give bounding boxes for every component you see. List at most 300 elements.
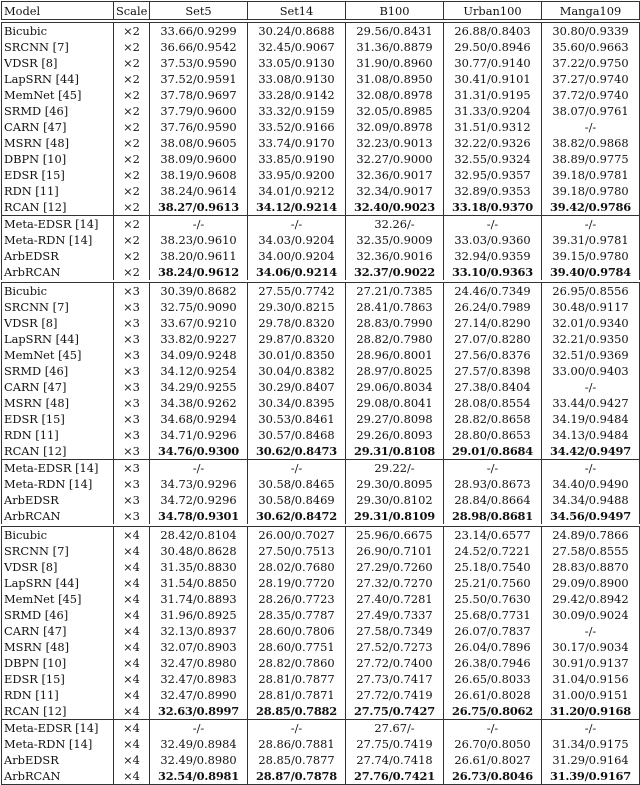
- scale-cell: ×3: [114, 492, 150, 508]
- scale-cell: ×3: [114, 283, 150, 300]
- b100-cell: 29.06/0.8034: [346, 379, 444, 395]
- set5-cell: 38.09/0.9600: [150, 151, 248, 167]
- manga109-cell: -/-: [542, 119, 640, 135]
- b100-cell: 27.75/0.7427: [346, 703, 444, 720]
- set5-cell: 33.67/0.9210: [150, 315, 248, 331]
- set14-cell: 33.85/0.9190: [248, 151, 346, 167]
- b100-cell: 27.40/0.7281: [346, 591, 444, 607]
- set5-cell: 28.42/0.8104: [150, 527, 248, 544]
- set5-cell: 38.23/0.9610: [150, 232, 248, 248]
- table-row: [2, 39, 640, 55]
- model-cell: MemNet [45]: [2, 87, 114, 103]
- model-cell: MSRN [48]: [2, 639, 114, 655]
- table-row: [2, 23, 640, 40]
- urban100-cell: 27.14/0.8290: [444, 315, 542, 331]
- urban100-cell: 33.10/0.9363: [444, 264, 542, 280]
- manga109-cell: 39.40/0.9784: [542, 264, 640, 280]
- manga109-cell: 39.18/0.9781: [542, 167, 640, 183]
- table-row: [2, 103, 640, 119]
- set5-cell: 37.53/0.9590: [150, 55, 248, 71]
- urban100-cell: 33.03/0.9360: [444, 232, 542, 248]
- urban100-cell: 29.01/0.8684: [444, 443, 542, 460]
- manga109-cell: 38.07/0.9761: [542, 103, 640, 119]
- set14-cell: 34.00/0.9204: [248, 248, 346, 264]
- manga109-cell: 30.48/0.9117: [542, 299, 640, 315]
- b100-cell: 28.82/0.7980: [346, 331, 444, 347]
- scale-cell: ×3: [114, 363, 150, 379]
- table-row: [2, 379, 640, 395]
- manga109-cell: 30.91/0.9137: [542, 655, 640, 671]
- set14-cell: 30.04/0.8382: [248, 363, 346, 379]
- urban100-cell: 31.51/0.9312: [444, 119, 542, 135]
- set5-cell: 38.19/0.9608: [150, 167, 248, 183]
- b100-cell: 29.56/0.8431: [346, 23, 444, 40]
- b100-cell: 27.76/0.7421: [346, 768, 444, 785]
- table-row: [2, 460, 640, 477]
- table-row: [2, 199, 640, 216]
- model-cell: CARN [47]: [2, 623, 114, 639]
- table-row: [2, 55, 640, 71]
- set14-cell: 28.81/0.7871: [248, 687, 346, 703]
- scale-cell: ×3: [114, 395, 150, 411]
- b100-cell: 32.37/0.9022: [346, 264, 444, 280]
- manga109-cell: 30.17/0.9034: [542, 639, 640, 655]
- table-row: [2, 299, 640, 315]
- manga109-cell: 26.95/0.8556: [542, 283, 640, 300]
- scale-cell: ×3: [114, 508, 150, 524]
- model-cell: ArbEDSR: [2, 492, 114, 508]
- urban100-cell: 33.18/0.9370: [444, 199, 542, 216]
- model-cell: RCAN [12]: [2, 703, 114, 720]
- urban100-cell: 26.75/0.8062: [444, 703, 542, 720]
- scale-cell: ×4: [114, 543, 150, 559]
- urban100-cell: 26.24/0.7989: [444, 299, 542, 315]
- set14-cell: 28.35/0.7787: [248, 607, 346, 623]
- set5-cell: 30.48/0.8628: [150, 543, 248, 559]
- set14-cell: 34.03/0.9204: [248, 232, 346, 248]
- b100-cell: 31.90/0.8960: [346, 55, 444, 71]
- table-row: [2, 443, 640, 460]
- urban100-cell: 24.52/0.7221: [444, 543, 542, 559]
- set14-cell: -/-: [248, 460, 346, 477]
- urban100-cell: 25.18/0.7540: [444, 559, 542, 575]
- b100-cell: 29.31/0.8109: [346, 508, 444, 524]
- header-manga109: Manga109: [542, 2, 640, 20]
- scale-cell: ×2: [114, 151, 150, 167]
- urban100-cell: 28.82/0.8658: [444, 411, 542, 427]
- manga109-cell: 34.34/0.9488: [542, 492, 640, 508]
- manga109-cell: 31.20/0.9168: [542, 703, 640, 720]
- urban100-cell: 26.73/0.8046: [444, 768, 542, 785]
- set5-cell: 30.39/0.8682: [150, 283, 248, 300]
- manga109-cell: 30.80/0.9339: [542, 23, 640, 40]
- b100-cell: 26.90/0.7101: [346, 543, 444, 559]
- scale-cell: ×4: [114, 768, 150, 785]
- set14-cell: 29.30/0.8215: [248, 299, 346, 315]
- table-row: [2, 395, 640, 411]
- manga109-cell: 34.40/0.9490: [542, 476, 640, 492]
- model-cell: Meta-EDSR [14]: [2, 216, 114, 233]
- b100-cell: 27.29/0.7260: [346, 559, 444, 575]
- model-cell: VDSR [8]: [2, 55, 114, 71]
- set5-cell: 33.66/0.9299: [150, 23, 248, 40]
- b100-cell: 32.08/0.8978: [346, 87, 444, 103]
- model-cell: RDN [11]: [2, 183, 114, 199]
- set14-cell: 34.06/0.9214: [248, 264, 346, 280]
- set5-cell: 32.47/0.8983: [150, 671, 248, 687]
- set14-cell: 28.87/0.7878: [248, 768, 346, 785]
- model-cell: SRCNN [7]: [2, 299, 114, 315]
- scale-cell: ×4: [114, 623, 150, 639]
- model-cell: Meta-RDN [14]: [2, 736, 114, 752]
- header-model: Model: [2, 2, 114, 20]
- model-cell: Bicubic: [2, 283, 114, 300]
- set5-cell: 38.08/0.9605: [150, 135, 248, 151]
- manga109-cell: 39.18/0.9780: [542, 183, 640, 199]
- set14-cell: 34.01/0.9212: [248, 183, 346, 199]
- manga109-cell: 27.58/0.8555: [542, 543, 640, 559]
- urban100-cell: 26.88/0.8403: [444, 23, 542, 40]
- model-cell: DBPN [10]: [2, 655, 114, 671]
- set5-cell: 38.27/0.9613: [150, 199, 248, 216]
- b100-cell: 32.36/0.9016: [346, 248, 444, 264]
- manga109-cell: 33.00/0.9403: [542, 363, 640, 379]
- model-cell: ArbRCAN: [2, 508, 114, 524]
- urban100-cell: 28.80/0.8653: [444, 427, 542, 443]
- model-cell: RCAN [12]: [2, 443, 114, 460]
- b100-cell: 28.96/0.8001: [346, 347, 444, 363]
- set5-cell: 31.54/0.8850: [150, 575, 248, 591]
- manga109-cell: -/-: [542, 623, 640, 639]
- b100-cell: 27.21/0.7385: [346, 283, 444, 300]
- table-row: [2, 183, 640, 199]
- table-row: [2, 347, 640, 363]
- scale-cell: ×2: [114, 135, 150, 151]
- scale-cell: ×2: [114, 23, 150, 40]
- model-cell: ArbRCAN: [2, 768, 114, 785]
- scale-cell: ×3: [114, 379, 150, 395]
- b100-cell: 28.41/0.7863: [346, 299, 444, 315]
- urban100-cell: 32.22/0.9326: [444, 135, 542, 151]
- set14-cell: 28.85/0.7877: [248, 752, 346, 768]
- b100-cell: 32.26/-: [346, 216, 444, 233]
- set5-cell: -/-: [150, 216, 248, 233]
- model-cell: MSRN [48]: [2, 395, 114, 411]
- b100-cell: 28.83/0.7990: [346, 315, 444, 331]
- table-row: [2, 623, 640, 639]
- table-row: [2, 167, 640, 183]
- manga109-cell: 38.82/0.9868: [542, 135, 640, 151]
- table-row: [2, 476, 640, 492]
- set14-cell: 30.58/0.8465: [248, 476, 346, 492]
- manga109-cell: 31.39/0.9167: [542, 768, 640, 785]
- urban100-cell: 26.61/0.8028: [444, 687, 542, 703]
- model-cell: Meta-EDSR [14]: [2, 720, 114, 737]
- urban100-cell: 23.14/0.6577: [444, 527, 542, 544]
- set14-cell: 29.87/0.8320: [248, 331, 346, 347]
- urban100-cell: 26.38/0.7946: [444, 655, 542, 671]
- model-cell: VDSR [8]: [2, 559, 114, 575]
- set5-cell: 34.09/0.9248: [150, 347, 248, 363]
- manga109-cell: 35.60/0.9663: [542, 39, 640, 55]
- scale-cell: ×3: [114, 315, 150, 331]
- b100-cell: 29.30/0.8102: [346, 492, 444, 508]
- urban100-cell: 30.41/0.9101: [444, 71, 542, 87]
- table-row: [2, 768, 640, 785]
- table-row: [2, 607, 640, 623]
- b100-cell: 27.52/0.7273: [346, 639, 444, 655]
- model-cell: ArbEDSR: [2, 752, 114, 768]
- manga109-cell: 37.22/0.9750: [542, 55, 640, 71]
- set5-cell: 31.96/0.8925: [150, 607, 248, 623]
- urban100-cell: 26.07/0.7837: [444, 623, 542, 639]
- manga109-cell: 34.42/0.9497: [542, 443, 640, 460]
- table-row: [2, 752, 640, 768]
- manga109-cell: 34.56/0.9497: [542, 508, 640, 524]
- manga109-cell: 34.13/0.9484: [542, 427, 640, 443]
- model-cell: CARN [47]: [2, 119, 114, 135]
- manga109-cell: -/-: [542, 720, 640, 737]
- table-row: [2, 591, 640, 607]
- b100-cell: 29.26/0.8093: [346, 427, 444, 443]
- urban100-cell: 29.50/0.8946: [444, 39, 542, 55]
- b100-cell: 32.23/0.9013: [346, 135, 444, 151]
- model-cell: MemNet [45]: [2, 591, 114, 607]
- scale-cell: ×3: [114, 347, 150, 363]
- model-cell: LapSRN [44]: [2, 331, 114, 347]
- set14-cell: 28.26/0.7723: [248, 591, 346, 607]
- table-row: [2, 703, 640, 720]
- table-row: [2, 720, 640, 737]
- set14-cell: 30.62/0.8473: [248, 443, 346, 460]
- results-table: [1, 1, 640, 785]
- urban100-cell: 27.56/0.8376: [444, 347, 542, 363]
- table-row: [2, 508, 640, 524]
- table-row: [2, 411, 640, 427]
- manga109-cell: 38.89/0.9775: [542, 151, 640, 167]
- scale-cell: ×2: [114, 103, 150, 119]
- set14-cell: 29.78/0.8320: [248, 315, 346, 331]
- table-row: [2, 283, 640, 300]
- manga109-cell: 32.51/0.9369: [542, 347, 640, 363]
- set5-cell: 32.63/0.8997: [150, 703, 248, 720]
- b100-cell: 31.08/0.8950: [346, 71, 444, 87]
- scale-cell: ×4: [114, 655, 150, 671]
- model-cell: EDSR [15]: [2, 671, 114, 687]
- scale-cell: ×4: [114, 720, 150, 737]
- set14-cell: 30.29/0.8407: [248, 379, 346, 395]
- urban100-cell: 31.33/0.9204: [444, 103, 542, 119]
- scale-cell: ×4: [114, 703, 150, 720]
- urban100-cell: 26.70/0.8050: [444, 736, 542, 752]
- set14-cell: 34.12/0.9214: [248, 199, 346, 216]
- urban100-cell: 28.93/0.8673: [444, 476, 542, 492]
- table-row: [2, 71, 640, 87]
- model-cell: RDN [11]: [2, 687, 114, 703]
- urban100-cell: 28.98/0.8681: [444, 508, 542, 524]
- model-cell: ArbRCAN: [2, 264, 114, 280]
- set14-cell: 30.01/0.8350: [248, 347, 346, 363]
- table-row: [2, 543, 640, 559]
- model-cell: CARN [47]: [2, 379, 114, 395]
- set14-cell: 28.02/0.7680: [248, 559, 346, 575]
- set14-cell: 30.24/0.8688: [248, 23, 346, 40]
- b100-cell: 27.67/-: [346, 720, 444, 737]
- model-cell: EDSR [15]: [2, 411, 114, 427]
- model-cell: Bicubic: [2, 23, 114, 40]
- b100-cell: 29.08/0.8041: [346, 395, 444, 411]
- set14-cell: 33.32/0.9159: [248, 103, 346, 119]
- scale-cell: ×3: [114, 411, 150, 427]
- manga109-cell: -/-: [542, 379, 640, 395]
- scale-cell: ×2: [114, 39, 150, 55]
- table-row: [2, 427, 640, 443]
- scale-cell: ×2: [114, 167, 150, 183]
- set5-cell: 38.20/0.9611: [150, 248, 248, 264]
- set5-cell: 37.79/0.9600: [150, 103, 248, 119]
- table-row: [2, 315, 640, 331]
- set14-cell: 33.95/0.9200: [248, 167, 346, 183]
- b100-cell: 32.05/0.8985: [346, 103, 444, 119]
- urban100-cell: 27.07/0.8280: [444, 331, 542, 347]
- set5-cell: 38.24/0.9612: [150, 264, 248, 280]
- urban100-cell: 28.08/0.8554: [444, 395, 542, 411]
- set5-cell: 34.38/0.9262: [150, 395, 248, 411]
- model-cell: SRMD [46]: [2, 103, 114, 119]
- set14-cell: 27.50/0.7513: [248, 543, 346, 559]
- set14-cell: 26.00/0.7027: [248, 527, 346, 544]
- b100-cell: 32.27/0.9000: [346, 151, 444, 167]
- manga109-cell: 31.04/0.9156: [542, 671, 640, 687]
- b100-cell: 32.35/0.9009: [346, 232, 444, 248]
- scale-cell: ×4: [114, 559, 150, 575]
- manga109-cell: 30.09/0.9024: [542, 607, 640, 623]
- urban100-cell: 28.84/0.8664: [444, 492, 542, 508]
- set5-cell: 37.78/0.9697: [150, 87, 248, 103]
- manga109-cell: 37.27/0.9740: [542, 71, 640, 87]
- scale-cell: ×2: [114, 87, 150, 103]
- manga109-cell: 28.83/0.8870: [542, 559, 640, 575]
- scale-cell: ×4: [114, 639, 150, 655]
- set14-cell: 32.45/0.9067: [248, 39, 346, 55]
- set14-cell: 30.57/0.8468: [248, 427, 346, 443]
- model-cell: SRMD [46]: [2, 363, 114, 379]
- scale-cell: ×2: [114, 119, 150, 135]
- b100-cell: 25.96/0.6675: [346, 527, 444, 544]
- set5-cell: 37.52/0.9591: [150, 71, 248, 87]
- manga109-cell: 34.19/0.9484: [542, 411, 640, 427]
- urban100-cell: 27.38/0.8404: [444, 379, 542, 395]
- table-body: [2, 20, 640, 785]
- model-cell: ArbEDSR: [2, 248, 114, 264]
- set5-cell: 31.74/0.8893: [150, 591, 248, 607]
- table-row: [2, 575, 640, 591]
- b100-cell: 29.22/-: [346, 460, 444, 477]
- model-cell: EDSR [15]: [2, 167, 114, 183]
- model-cell: VDSR [8]: [2, 315, 114, 331]
- model-cell: DBPN [10]: [2, 151, 114, 167]
- set5-cell: 37.76/0.9590: [150, 119, 248, 135]
- b100-cell: 29.30/0.8095: [346, 476, 444, 492]
- set5-cell: 32.49/0.8980: [150, 752, 248, 768]
- b100-cell: 27.73/0.7417: [346, 671, 444, 687]
- table-row: [2, 232, 640, 248]
- set5-cell: 32.47/0.8990: [150, 687, 248, 703]
- b100-cell: 29.27/0.8098: [346, 411, 444, 427]
- set14-cell: 28.86/0.7881: [248, 736, 346, 752]
- scale-cell: ×3: [114, 460, 150, 477]
- set5-cell: 34.29/0.9255: [150, 379, 248, 395]
- b100-cell: 32.09/0.8978: [346, 119, 444, 135]
- b100-cell: 29.31/0.8108: [346, 443, 444, 460]
- b100-cell: 27.58/0.7349: [346, 623, 444, 639]
- model-cell: Meta-RDN [14]: [2, 476, 114, 492]
- table-row: [2, 264, 640, 280]
- manga109-cell: -/-: [542, 216, 640, 233]
- table-row: [2, 248, 640, 264]
- set5-cell: -/-: [150, 460, 248, 477]
- urban100-cell: 26.65/0.8033: [444, 671, 542, 687]
- urban100-cell: 31.31/0.9195: [444, 87, 542, 103]
- model-cell: SRCNN [7]: [2, 39, 114, 55]
- model-cell: RCAN [12]: [2, 199, 114, 216]
- scale-cell: ×2: [114, 71, 150, 87]
- header-scale: Scale: [114, 2, 150, 20]
- scale-cell: ×2: [114, 232, 150, 248]
- scale-cell: ×4: [114, 671, 150, 687]
- header-b100: B100: [346, 2, 444, 20]
- table-row: [2, 559, 640, 575]
- set5-cell: 33.82/0.9227: [150, 331, 248, 347]
- b100-cell: 27.32/0.7270: [346, 575, 444, 591]
- model-cell: Meta-EDSR [14]: [2, 460, 114, 477]
- scale-cell: ×4: [114, 687, 150, 703]
- set14-cell: 28.85/0.7882: [248, 703, 346, 720]
- manga109-cell: 39.42/0.9786: [542, 199, 640, 216]
- model-cell: Meta-RDN [14]: [2, 232, 114, 248]
- model-cell: RDN [11]: [2, 427, 114, 443]
- set5-cell: 34.72/0.9296: [150, 492, 248, 508]
- table-row: [2, 527, 640, 544]
- table-row: [2, 363, 640, 379]
- urban100-cell: -/-: [444, 460, 542, 477]
- urban100-cell: 32.55/0.9324: [444, 151, 542, 167]
- table-row: [2, 331, 640, 347]
- scale-cell: ×3: [114, 443, 150, 460]
- set5-cell: 32.47/0.8980: [150, 655, 248, 671]
- table-row: [2, 216, 640, 233]
- table-row: [2, 492, 640, 508]
- urban100-cell: 32.89/0.9353: [444, 183, 542, 199]
- scale-cell: ×2: [114, 216, 150, 233]
- scale-cell: ×2: [114, 248, 150, 264]
- set14-cell: 28.81/0.7877: [248, 671, 346, 687]
- set5-cell: 34.76/0.9300: [150, 443, 248, 460]
- set14-cell: 27.55/0.7742: [248, 283, 346, 300]
- table-row: [2, 655, 640, 671]
- b100-cell: 32.36/0.9017: [346, 167, 444, 183]
- set14-cell: 30.62/0.8472: [248, 508, 346, 524]
- b100-cell: 32.40/0.9023: [346, 199, 444, 216]
- scale-cell: ×3: [114, 427, 150, 443]
- b100-cell: 27.72/0.7400: [346, 655, 444, 671]
- set14-cell: 33.08/0.9130: [248, 71, 346, 87]
- set14-cell: 28.60/0.7751: [248, 639, 346, 655]
- scale-cell: ×2: [114, 264, 150, 280]
- scale-cell: ×4: [114, 575, 150, 591]
- set14-cell: -/-: [248, 216, 346, 233]
- set5-cell: 34.12/0.9254: [150, 363, 248, 379]
